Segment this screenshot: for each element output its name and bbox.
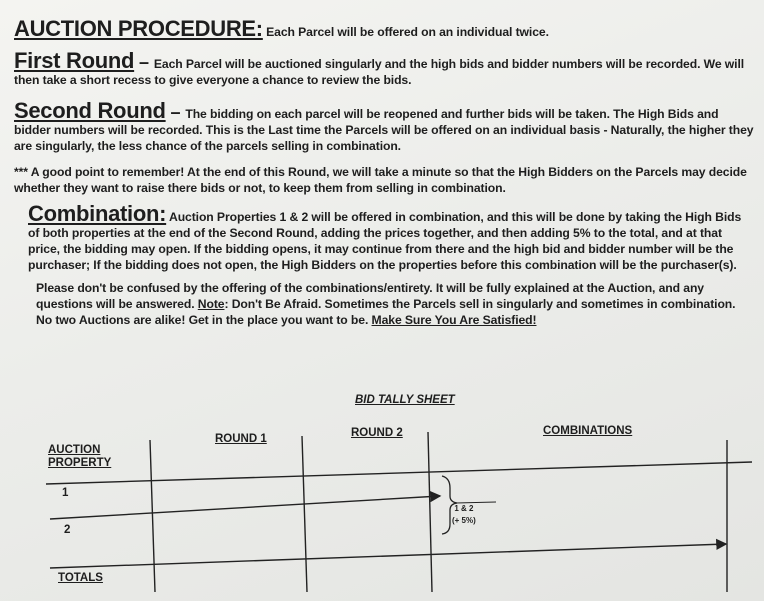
second-round-heading: Second Round: [14, 98, 166, 123]
closing-text-b: : Don't Be Afraid. Sometimes the Parcels sell in singularly and sometimes in combination. No two Auctions are alike! Get in the place you want to be.: [36, 297, 736, 327]
tally-vline-3: [428, 432, 432, 592]
tally-vline-2: [302, 436, 307, 592]
tally-header-property: [48, 444, 111, 469]
note-label: Note: [197, 297, 225, 311]
tally-row2-line: [50, 544, 726, 568]
tally-header-property-line1: AUCTION: [48, 444, 101, 456]
first-round-text: Each Parcel will be auctioned singularly and the high bids and bidder numbers will be recorded. We will then take a short recess to give everyone a chance to review the bids.: [14, 57, 745, 87]
combination-note-line1: 1 & 2: [454, 504, 474, 513]
tally-header-combinations: COMBINATIONS: [543, 425, 633, 437]
combination-note-line2: (+ 5%): [452, 516, 476, 525]
second-round-note: *** A good point to remember! At the end of this Round, we will take a minute so that the High Bidders on the Parcels may decide whether they want to raise there bids or not, to keep them from selling in combination.: [14, 165, 747, 195]
satisfied-text: Make Sure You Are Satisfied!: [371, 313, 537, 327]
tally-title: BID TALLY SHEET: [355, 394, 455, 406]
tally-vline-1: [150, 440, 155, 592]
first-round-heading: First Round: [14, 48, 135, 73]
second-round-paragraph: Second Round – The bidding on each parcel will be reopened and further bids will be taken. The High Bids and bidder numbers will be recorded. This is the Last time the Parcels will be offered on an individual basis - Naturally, the higher they are singularly, the less chance of the parcels selling in combination.: [14, 98, 754, 153]
tally-row-2-label: 2: [64, 524, 71, 536]
closing-text-a: Please don't be confused by the offering of the combinations/entirety. It will be fully explained at the Auction, and any questions will be answered.: [36, 281, 704, 311]
combination-note: [452, 503, 476, 527]
combination-text: Auction Properties 1 & 2 will be offered in combination, and this will be done by taking the High Bids of both properties at the end of the Second Round, adding the prices together, and then adding 5% to the total, and at that price, the bidding may open. If the bidding opens, it may continue from there and the high bid and bidder number will be the purchaser; If the bidding does not open, the High Bidders on the properties before this combination will be the purchaser(s).: [28, 210, 742, 272]
second-round-text: The bidding on each parcel will be reopened and further bids will be taken. The High Bids and bidder numbers will be recorded. This is the Last time the Parcels will be offered on an individual basis - Naturally, the higher they are singularly, the less chance of the parcels selling in combination.: [14, 107, 754, 153]
tally-header-property-line2: PROPERTY: [48, 457, 112, 469]
tally-row-1-label: 1: [62, 487, 69, 499]
tally-header-round2: ROUND 2: [351, 427, 403, 439]
procedure-heading: AUCTION PROCEDURE:: [14, 16, 263, 41]
combination-heading: Combination:: [28, 201, 167, 226]
tally-header-round1: ROUND 1: [215, 433, 267, 445]
procedure-text: Each Parcel will be offered on an individual twice.: [262, 25, 549, 39]
first-round-paragraph: First Round – Each Parcel will be auctioned singularly and the high bids and bidder numbers will be recorded. We will then take a short recess to give everyone a chance to review the bids.: [14, 48, 745, 87]
tally-row1-line: [50, 496, 440, 519]
tally-totals-label: TOTALS: [58, 572, 103, 584]
tally-header-line: [46, 462, 752, 484]
